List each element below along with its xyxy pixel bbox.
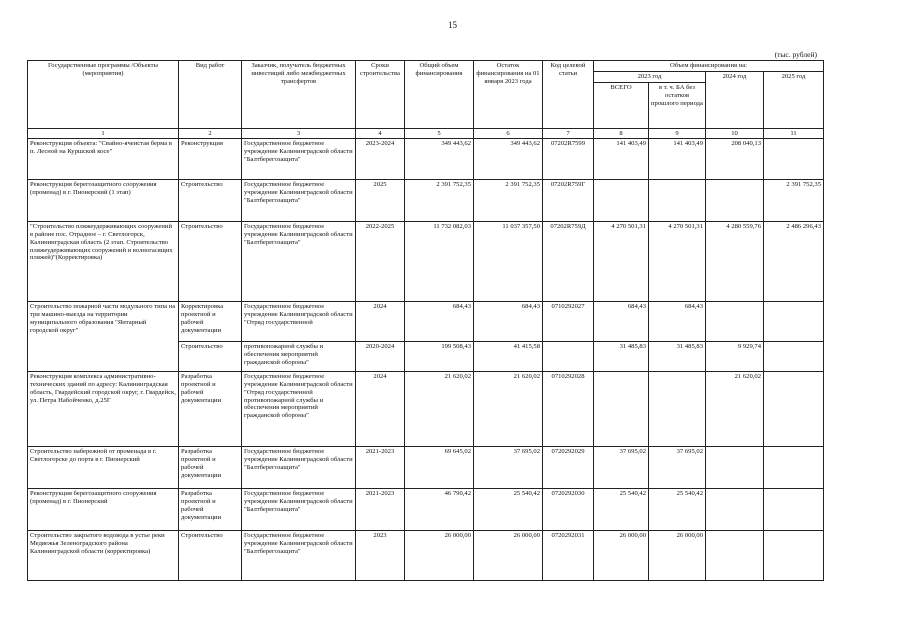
- col-index: 8: [594, 128, 649, 138]
- amount-2023-ba: 25 540,42: [649, 488, 706, 530]
- amount-2023-total: 26 000,00: [594, 530, 649, 580]
- amount-2023-total: 37 695,02: [594, 446, 649, 488]
- amount-2024: 9 929,74: [706, 341, 764, 371]
- target-code: 0720292030: [543, 488, 594, 530]
- term: 2024: [356, 301, 405, 341]
- table-row: [28, 488, 824, 530]
- table-row: [28, 221, 824, 301]
- work-type: Строительство: [179, 221, 242, 301]
- target-code: [543, 341, 594, 371]
- financing-table: [27, 60, 824, 581]
- customer: Государственное бюджетное учреждение Калининградской области "Отряд государственной: [242, 301, 356, 341]
- header-2023-total: ВСЕГО: [594, 82, 649, 128]
- customer: Государственное бюджетное учреждение Калининградской области "Балтберегозащита": [242, 179, 356, 221]
- term: 2020-2024: [356, 341, 405, 371]
- amount-2024: [706, 301, 764, 341]
- amount-2023-ba: 4 270 501,31: [649, 221, 706, 301]
- work-type: Строительство: [179, 179, 242, 221]
- total-financing: 199 508,43: [405, 341, 474, 371]
- target-code: 07202R759Д: [543, 221, 594, 301]
- col-index: 4: [356, 128, 405, 138]
- amount-2023-total: 141 403,49: [594, 138, 649, 179]
- amount-2023-total: 31 485,83: [594, 341, 649, 371]
- work-type: Строительство: [179, 530, 242, 580]
- remainder: 37 695,02: [474, 446, 543, 488]
- col-index: 1: [28, 128, 179, 138]
- remainder: 11 037 357,50: [474, 221, 543, 301]
- header-total: Общий объем финансирования: [405, 61, 474, 129]
- amount-2025: 2 391 752,35: [764, 179, 824, 221]
- work-type: Корректировка проектной и рабочей документации: [179, 301, 242, 341]
- amount-2024: 208 040,13: [706, 138, 764, 179]
- col-index: 6: [474, 128, 543, 138]
- col-index: 2: [179, 128, 242, 138]
- customer: Государственное бюджетное учреждение Калининградской области "Балтберегозащита": [242, 446, 356, 488]
- customer: Государственное бюджетное учреждение Калининградской области "Балтберегозащита": [242, 221, 356, 301]
- remainder: 684,43: [474, 301, 543, 341]
- work-type: Разработка проектной и рабочей документации: [179, 488, 242, 530]
- header-work-type: Вид работ: [179, 61, 242, 129]
- amount-2024: [706, 530, 764, 580]
- amount-2023-ba: [649, 179, 706, 221]
- object-name: Реконструкция комплекса административно-технических зданий по адресу: Калининградская область, Гвардейский городской округ, г. Гвардейск, ул. Петра Набойченко, д.25Г: [28, 371, 179, 446]
- remainder: 349 443,62: [474, 138, 543, 179]
- total-financing: 69 645,02: [405, 446, 474, 488]
- target-code: 07202R759Г: [543, 179, 594, 221]
- customer: Государственное бюджетное учреждение Калининградской области "Балтберегозащита": [242, 488, 356, 530]
- col-index: 5: [405, 128, 474, 138]
- object-name: Строительство закрытого водовода в устье реки Медвежья Зеленоградского района Калининградской области (корректировка): [28, 530, 179, 580]
- customer: противопожарной службы и обеспечения мероприятий гражданской обороны": [242, 341, 356, 371]
- object-name: Реконструкция берегозащитного сооружения (променад) в г. Пионерский: [28, 488, 179, 530]
- header-program: Государственные программы /Объекты (мероприятия): [28, 61, 179, 129]
- header-code: Код целевой статьи: [543, 61, 594, 129]
- table-row: [28, 446, 824, 488]
- amount-2024: 4 280 559,76: [706, 221, 764, 301]
- term: 2023: [356, 530, 405, 580]
- table-row: [28, 138, 824, 179]
- amount-2023-ba: 37 695,02: [649, 446, 706, 488]
- table-row: [28, 301, 824, 341]
- remainder: 26 000,00: [474, 530, 543, 580]
- total-financing: 21 620,02: [405, 371, 474, 446]
- amount-2025: [764, 301, 824, 341]
- amount-2023-ba: 31 485,83: [649, 341, 706, 371]
- target-code: 0720292031: [543, 530, 594, 580]
- col-index: 10: [706, 128, 764, 138]
- header-remainder: Остаток финансирования на 01 января 2023 года: [474, 61, 543, 129]
- amount-2023-ba: 684,43: [649, 301, 706, 341]
- amount-2023-total: [594, 179, 649, 221]
- header-row: [28, 61, 824, 72]
- object-name: Реконструкция берегозащитного сооружения (променад) в г. Пионерский (1 этап): [28, 179, 179, 221]
- remainder: 2 391 752,35: [474, 179, 543, 221]
- amount-2023-total: 684,43: [594, 301, 649, 341]
- term: 2021-2023: [356, 488, 405, 530]
- table-row: [28, 179, 824, 221]
- work-type: Строительство: [179, 341, 242, 371]
- col-index: 11: [764, 128, 824, 138]
- amount-2025: [764, 371, 824, 446]
- col-index: 3: [242, 128, 356, 138]
- column-index-row: [28, 128, 824, 138]
- total-financing: 46 790,42: [405, 488, 474, 530]
- work-type: Реконструкция: [179, 138, 242, 179]
- amount-2024: [706, 488, 764, 530]
- col-index: 9: [649, 128, 706, 138]
- object-name: Реконструкция объекта: "Свайно-ячеистая берма в п. Лесной на Куршской косе": [28, 138, 179, 179]
- amount-2024: [706, 179, 764, 221]
- amount-2025: 2 486 296,43: [764, 221, 824, 301]
- units-label: (тыс. рублей): [774, 50, 817, 59]
- work-type: Разработка проектной и рабочей документации: [179, 371, 242, 446]
- term: 2022-2025: [356, 221, 405, 301]
- amount-2023-total: 4 270 501,31: [594, 221, 649, 301]
- amount-2023-ba: [649, 371, 706, 446]
- table-row: [28, 371, 824, 446]
- amount-2023-ba: 26 000,00: [649, 530, 706, 580]
- amount-2025: [764, 341, 824, 371]
- total-financing: 684,43: [405, 301, 474, 341]
- customer: Государственное бюджетное учреждение Калининградской области "Балтберегозащита": [242, 530, 356, 580]
- target-code: 07202R7599: [543, 138, 594, 179]
- target-code: 0710292027: [543, 301, 594, 341]
- total-financing: 11 732 082,03: [405, 221, 474, 301]
- customer: Государственное бюджетное учреждение Калининградской области "Отряд государственной противопожарной службы и обеспечения мероприятий гражданской обороны": [242, 371, 356, 446]
- object-name: Строительство пожарной части модульного типа на три машино-выезда на территории муниципального образования "Янтарный городской округ": [28, 301, 179, 371]
- object-name: Строительство набережной от променада в г. Светлогорске до порта в г. Пионерский: [28, 446, 179, 488]
- header-term: Сроки строительства: [356, 61, 405, 129]
- header-customer: Заказчик, получатель бюджетных инвестиций либо межбюджетных трансфертов: [242, 61, 356, 129]
- header-2025: 2025 год: [764, 71, 824, 128]
- term: 2021-2023: [356, 446, 405, 488]
- header-funding: Объем финансирования на:: [594, 61, 824, 72]
- header-2023: 2023 год: [594, 71, 706, 82]
- remainder: 21 620,02: [474, 371, 543, 446]
- work-type: Разработка проектной и рабочей документации: [179, 446, 242, 488]
- remainder: 25 540,42: [474, 488, 543, 530]
- target-code: 0720292029: [543, 446, 594, 488]
- page-number: 15: [448, 20, 457, 30]
- amount-2023-total: 25 540,42: [594, 488, 649, 530]
- header-2023-ba: в т. ч. БА без остатков прошлого периода: [649, 82, 706, 128]
- total-financing: 2 391 752,35: [405, 179, 474, 221]
- term: 2023-2024: [356, 138, 405, 179]
- amount-2023-total: [594, 371, 649, 446]
- total-financing: 349 443,62: [405, 138, 474, 179]
- header-2024: 2024 год: [706, 71, 764, 128]
- term: 2024: [356, 371, 405, 446]
- amount-2025: [764, 488, 824, 530]
- table-row: [28, 530, 824, 580]
- amount-2025: [764, 530, 824, 580]
- col-index: 7: [543, 128, 594, 138]
- target-code: 0710292028: [543, 371, 594, 446]
- amount-2025: [764, 446, 824, 488]
- remainder: 41 415,58: [474, 341, 543, 371]
- amount-2023-ba: 141 403,49: [649, 138, 706, 179]
- term: 2025: [356, 179, 405, 221]
- customer: Государственное бюджетное учреждение Калининградской области "Балтберегозащита": [242, 138, 356, 179]
- amount-2025: [764, 138, 824, 179]
- amount-2024: [706, 446, 764, 488]
- total-financing: 26 000,00: [405, 530, 474, 580]
- amount-2024: 21 620,02: [706, 371, 764, 446]
- object-name: "Строительство пляжеудерживающих сооружений в районе пос. Отрадное – г. Светлогорск, Калининградская область (2 этап. Строительство пляжеудерживающих сооружений и волногасящих пляжей)"(Корректировка): [28, 221, 179, 301]
